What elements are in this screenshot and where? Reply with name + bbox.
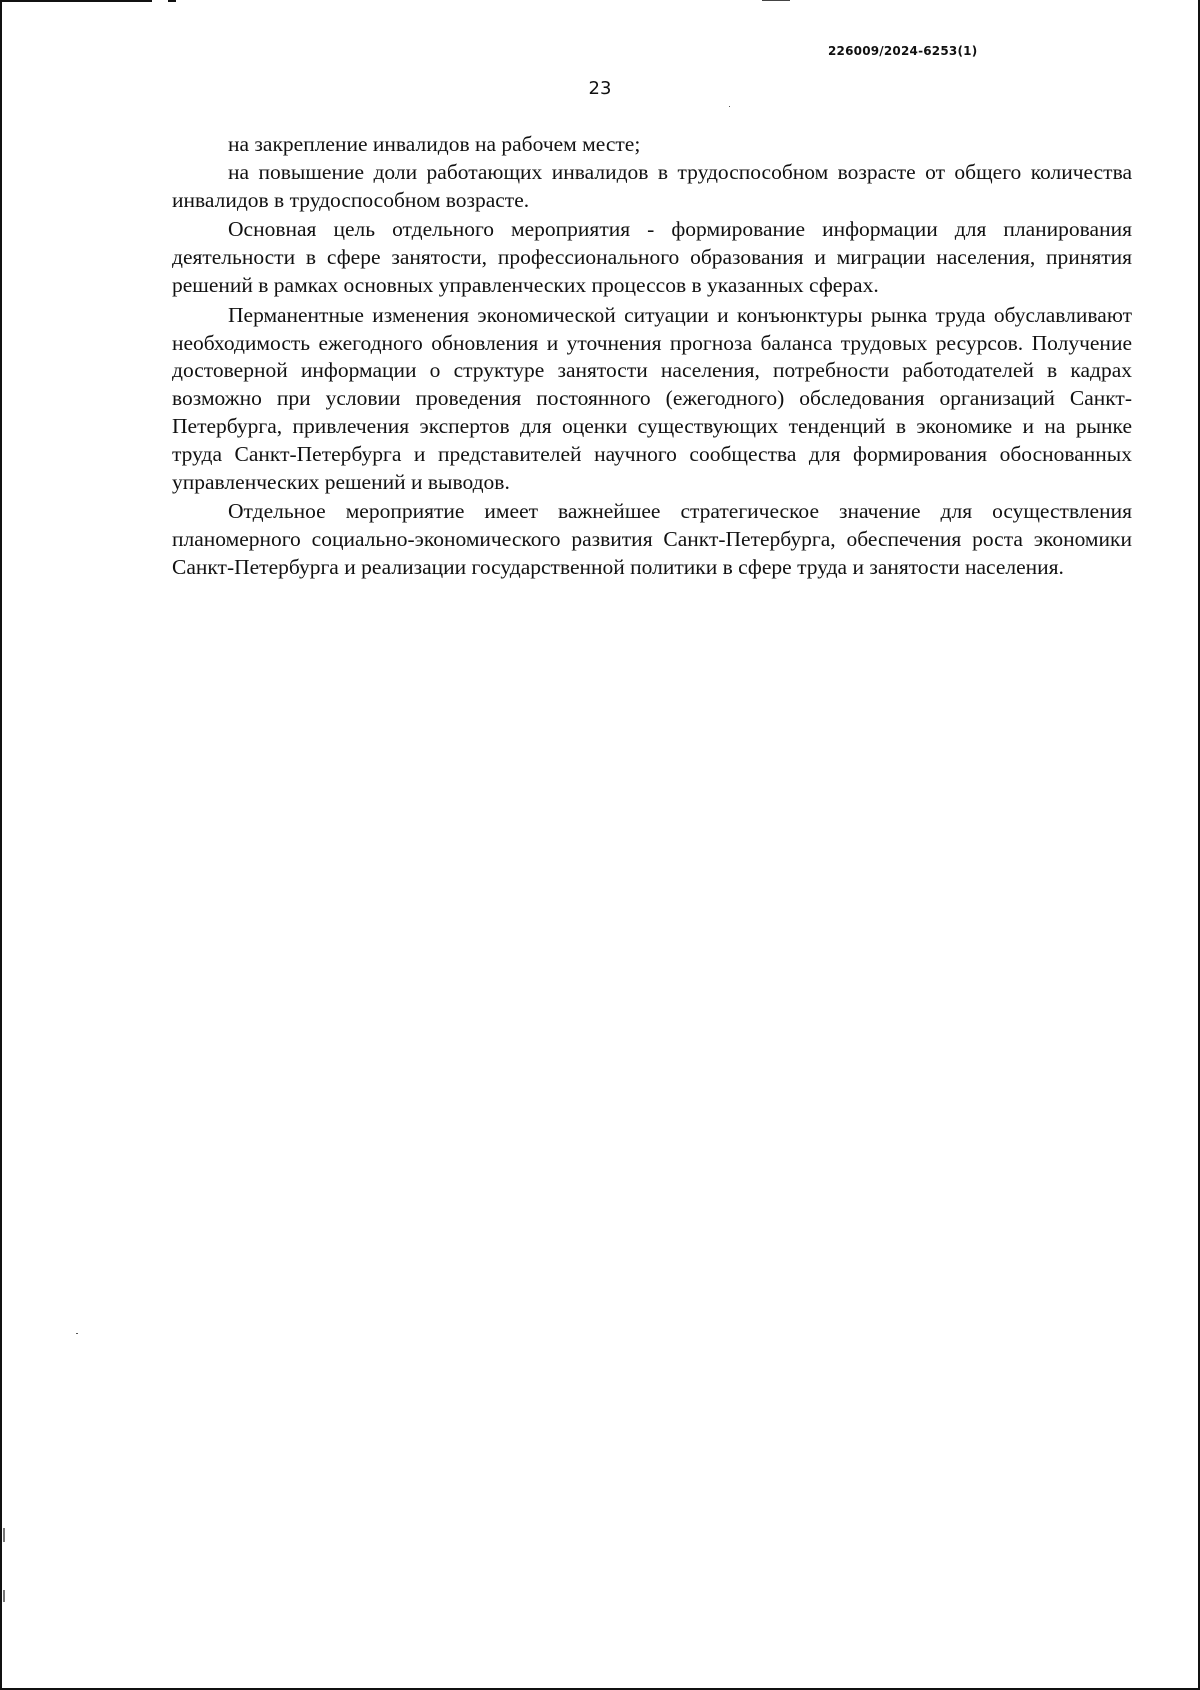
scan-speck	[76, 1333, 78, 1334]
page-top-border-fragment	[762, 0, 790, 1]
scan-speck	[3, 1528, 5, 1542]
paragraph: Отдельное мероприятие имеет важнейшее стратегическое значение для осуществления планомерного социально-экономического развития Санкт-Петербурга, обеспечения роста экономики Санкт-Петербурга и реализации государственной политики в сфере труда и занятости населения.	[172, 499, 1132, 579]
paragraph: Основная цель отдельного мероприятия - формирование информации для планирования деятельности в сфере занятости, профессионального образования и миграции населения, принятия решений в рамках основных управленческих процессов в указанных сферах.	[172, 217, 1132, 297]
page-number: 23	[588, 78, 612, 99]
page-top-border-fragment	[168, 0, 176, 2]
document-body	[172, 131, 1132, 582]
scan-speck	[3, 1590, 5, 1602]
paragraph: на закрепление инвалидов на рабочем месте;	[228, 132, 641, 156]
paragraph: Перманентные изменения экономической ситуации и конъюнктуры рынка труда обуславливают необходимость ежегодного обновления и уточнения прогноза баланса трудовых ресурсов. Получение достоверной информации о структуре занятости населения, потребности работодателей в кадрах возможно при условии проведения постоянного (ежегодного) обследования организаций Санкт-Петербурга, привлечения экспертов для оценки существующих тенденций в экономике и на рынке труда Санкт-Петербурга и представителей научного сообщества для формирования обоснованных управленческих решений и выводов.	[172, 302, 1132, 494]
scan-speck	[729, 106, 730, 107]
page-top-border-fragment	[2, 0, 152, 2]
paragraph: на повышение доли работающих инвалидов в трудоспособном возрасте от общего количества инвалидов в трудоспособном возрасте.	[172, 159, 1132, 212]
document-number: 226009/2024-6253(1)	[828, 44, 978, 58]
page-number-row	[2, 78, 1200, 99]
